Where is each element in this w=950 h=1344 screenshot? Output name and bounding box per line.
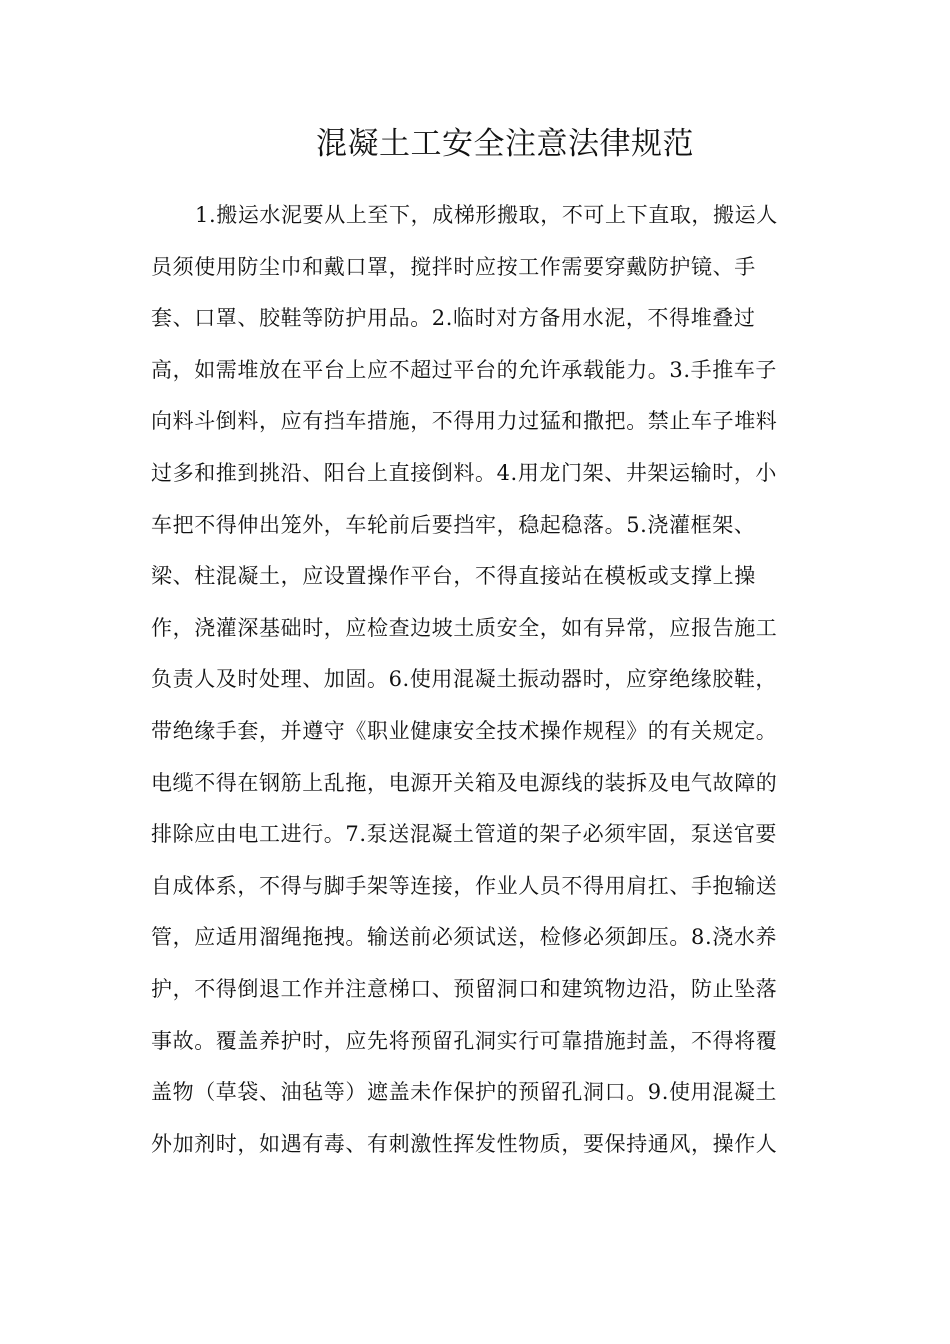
body-line: 负责人及时处理、加固。6.使用混凝土振动器时，应穿绝缘胶鞋，	[151, 667, 778, 692]
body-line: 排除应由电工进行。7.泵送混凝土管道的架子必须牢固，泵送官要	[151, 822, 778, 847]
body-line: 护，不得倒退工作并注意梯口、预留洞口和建筑物边沿，防止坠落	[151, 976, 778, 1001]
body-line: 梁、柱混凝土，应设置操作平台，不得直接站在模板或支撑上操	[151, 564, 756, 589]
body-line: 外加剂时，如遇有毒、有刺激性挥发性物质，要保持通风，操作人	[151, 1131, 778, 1156]
body-line: 套、口罩、胶鞋等防护用品。2.临时对方备用水泥，不得堆叠过	[151, 306, 756, 331]
body-line: 向料斗倒料，应有挡车措施，不得用力过猛和撒把。禁止车子堆料	[151, 409, 778, 434]
body-line: 带绝缘手套，并遵守《职业健康安全技术操作规程》的有关规定。	[151, 718, 778, 743]
body-line: 员须使用防尘巾和戴口罩，搅拌时应按工作需要穿戴防护镜、手	[151, 254, 756, 279]
body-line: 高，如需堆放在平台上应不超过平台的允许承载能力。3.手推车子	[151, 357, 778, 382]
body-line: 作，浇灌深基础时，应检查边坡土质安全，如有异常，应报告施工	[151, 615, 778, 640]
body-line: 事故。覆盖养护时，应先将预留孔洞实行可靠措施封盖，不得将覆	[151, 1028, 778, 1053]
document-body	[151, 195, 811, 1175]
body-line: 过多和推到挑沿、阳台上直接倒料。4.用龙门架、井架运输时，小	[151, 460, 778, 485]
body-line: 盖物（草袋、油毡等）遮盖未作保护的预留孔洞口。9.使用混凝土	[151, 1080, 778, 1105]
body-line: 自成体系，不得与脚手架等连接，作业人员不得用肩扛、手抱输送	[151, 873, 778, 898]
body-line: 电缆不得在钢筋上乱拖，电源开关箱及电源线的装拆及电气故障的	[151, 770, 778, 795]
body-line: 车把不得伸出笼外，车轮前后要挡牢，稳起稳落。5.浇灌框架、	[151, 512, 756, 537]
body-line: 管，应适用溜绳拖拽。输送前必须试送，检修必须卸压。8.浇水养	[151, 925, 778, 950]
body-line: 1.搬运水泥要从上至下，成梯形搬取，不可上下直取，搬运人	[195, 203, 778, 227]
document-title: 混凝土工安全注意法律规范	[316, 126, 694, 162]
